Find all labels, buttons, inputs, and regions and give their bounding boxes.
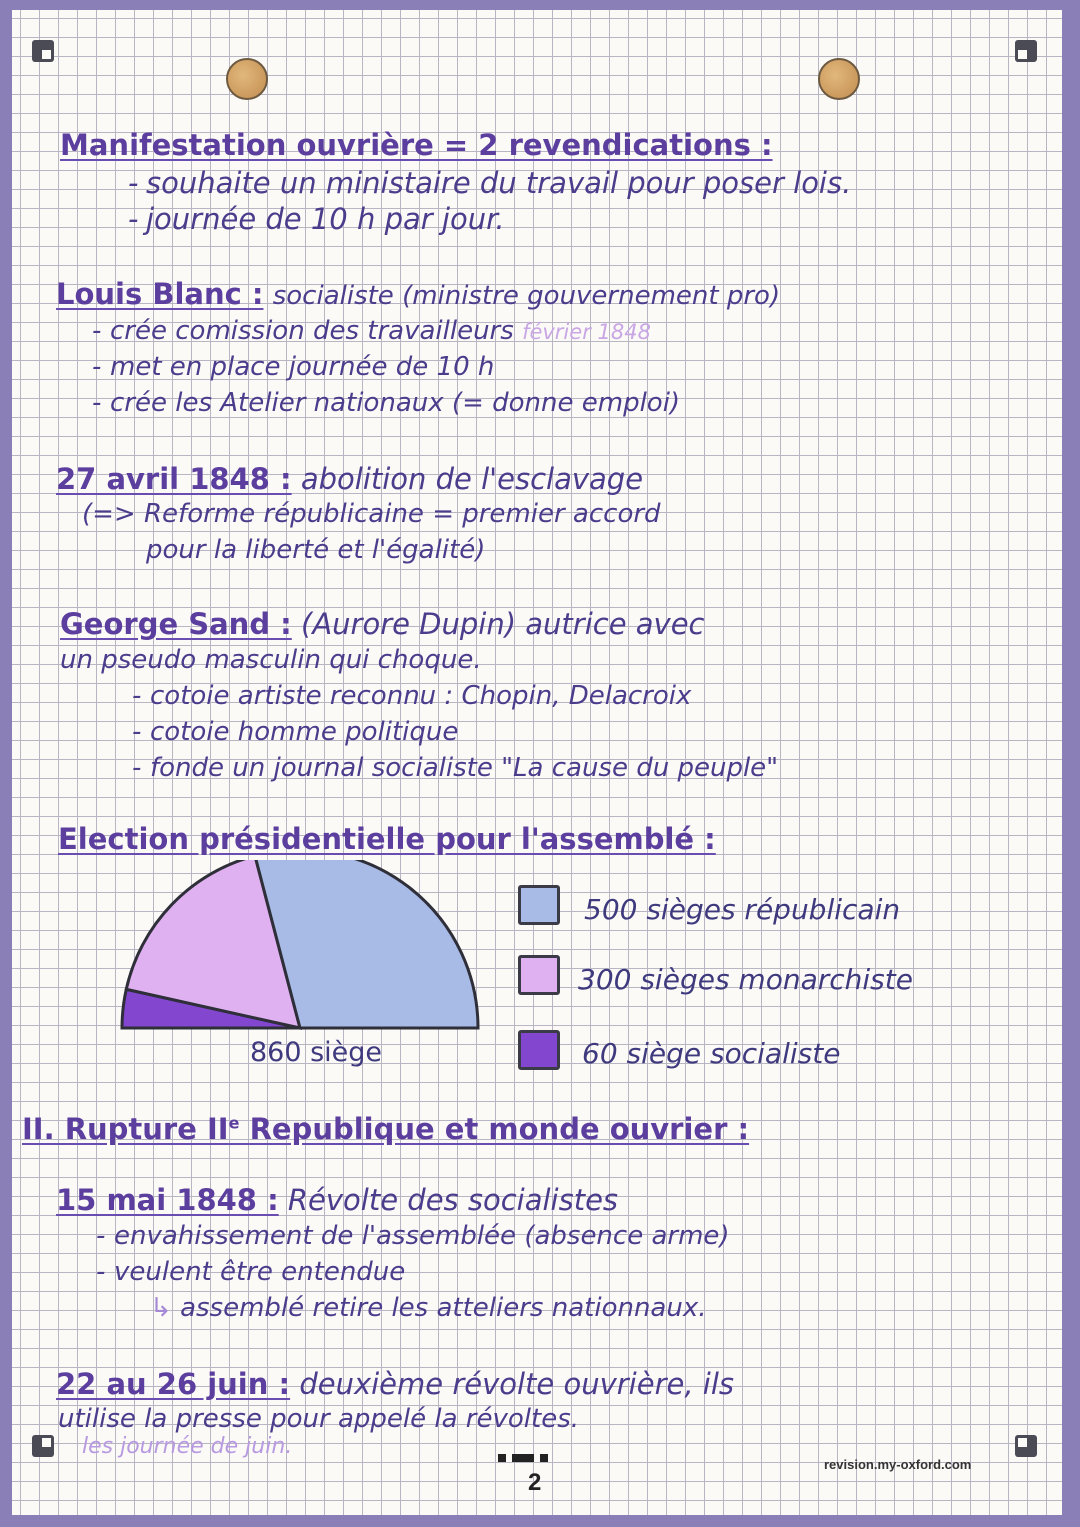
heading-detail: Révolte des socialistes xyxy=(287,1183,619,1217)
bullet-text: journée de 10 h par jour. xyxy=(146,202,505,236)
section-line xyxy=(56,1183,618,1217)
margin-note: février 1848 xyxy=(522,320,651,344)
bullet-text: cotoie homme politique xyxy=(150,717,459,747)
section-line xyxy=(56,277,780,311)
section-line xyxy=(56,462,643,496)
bullet-text: envahissement de l'assemblée (absence arme) xyxy=(114,1221,730,1251)
bullet-item: - envahissement de l'assemblée (absence arme) xyxy=(96,1221,730,1251)
part-superscript: e xyxy=(228,1113,240,1133)
part-number: II. Rupture II xyxy=(22,1112,229,1146)
section-heading: George Sand : xyxy=(60,607,292,641)
legend-swatch-socialiste xyxy=(518,1030,560,1070)
heading-detail: abolition de l'esclavage xyxy=(300,462,644,496)
text-line: un pseudo masculin qui choque. xyxy=(60,645,482,675)
bullet-item: - veulent être entendue xyxy=(96,1257,406,1287)
bullet-item: - souhaite un ministaire du travail pour poser lois. xyxy=(128,166,852,200)
legend-label-monarchiste: 300 sièges monarchiste xyxy=(578,963,913,996)
bullet-text: fonde un journal socialiste "La cause du peuple" xyxy=(150,753,779,783)
section-heading: 27 avril 1848 : xyxy=(56,462,292,496)
legend-swatch-monarchiste xyxy=(518,955,560,995)
heading-detail: socialiste (ministre gouvernement pro) xyxy=(272,281,781,311)
bullet-text: cotoie artiste reconnu : Chopin, Delacroix xyxy=(150,681,692,711)
chart-title: Election présidentielle pour l'assemblé : xyxy=(58,822,716,856)
bullet-item: - journée de 10 h par jour. xyxy=(128,202,505,236)
scan-corner-marker xyxy=(1015,1435,1037,1457)
bullet-text: veulent être entendue xyxy=(114,1257,406,1287)
text-line: (=> Reforme républicaine = premier accord xyxy=(82,499,661,529)
bullet-text: met en place journée de 10 h xyxy=(110,352,495,382)
consequence-line xyxy=(150,1293,707,1323)
margin-note: les journée de juin. xyxy=(82,1434,293,1459)
scan-corner-marker xyxy=(1015,40,1037,62)
scan-corner-marker xyxy=(32,1435,54,1457)
legend-label-socialiste: 60 siège socialiste xyxy=(582,1037,841,1070)
bullet-text: souhaite un ministaire du travail pour poser lois. xyxy=(146,166,852,200)
section-heading: 15 mai 1848 : xyxy=(56,1183,279,1217)
bullet-item: - cotoie artiste reconnu : Chopin, Delacroix xyxy=(132,681,692,711)
part-heading xyxy=(22,1112,749,1146)
footer-site: revision.my-oxford.com xyxy=(824,1457,972,1472)
text-line: pour la liberté et l'égalité) xyxy=(146,535,486,565)
binder-hole xyxy=(818,58,860,100)
bullet-item: - crée les Atelier nationaux (= donne emploi) xyxy=(92,388,681,418)
section-heading: 22 au 26 juin : xyxy=(56,1367,291,1401)
section-heading: Manifestation ouvrière = 2 revendications : xyxy=(60,128,773,162)
heading-detail: deuxième révolte ouvrière, ils xyxy=(299,1367,735,1401)
consequence-text: assemblé retire les atteliers nationnaux. xyxy=(180,1293,707,1323)
text-line: utilise la presse pour appelé la révoltes. xyxy=(58,1404,580,1434)
section-heading: Louis Blanc : xyxy=(56,277,264,311)
bullet-item: - cotoie homme politique xyxy=(132,717,459,747)
binder-hole xyxy=(226,58,268,100)
bullet-item: - fonde un journal socialiste "La cause du peuple" xyxy=(132,753,779,783)
section-line xyxy=(60,607,705,641)
section-line xyxy=(56,1367,734,1401)
seat-chart xyxy=(110,860,500,1040)
scan-corner-marker xyxy=(32,40,54,62)
part-title: Republique et monde ouvrier : xyxy=(249,1112,750,1146)
bullet-item: - crée comission des travailleurs février 1848 xyxy=(92,316,651,346)
page-marks xyxy=(498,1454,578,1464)
bullet-text: crée comission des travailleurs xyxy=(110,316,514,346)
bullet-item: - met en place journée de 10 h xyxy=(92,352,495,382)
bullet-text: crée les Atelier nationaux (= donne emploi) xyxy=(110,388,681,418)
arrow-icon: ↳ xyxy=(150,1293,172,1323)
heading-detail: (Aurore Dupin) autrice avec xyxy=(301,607,705,641)
page-number: 2 xyxy=(528,1469,542,1496)
legend-label-republicain: 500 sièges républicain xyxy=(584,893,901,926)
chart-total-label: 860 siège xyxy=(250,1037,383,1068)
legend-swatch-republicain xyxy=(518,885,560,925)
